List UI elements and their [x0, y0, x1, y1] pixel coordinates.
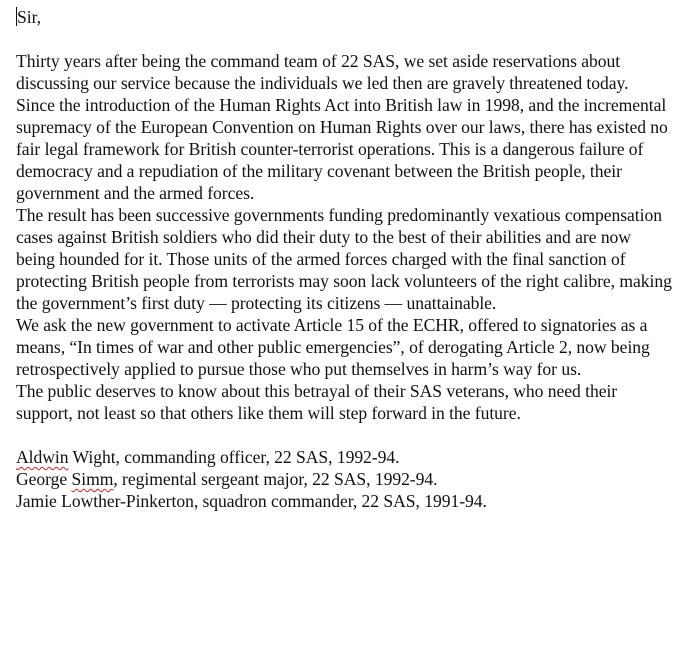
signatory-name-first: Jamie Lowther-Pinkerton — [16, 491, 194, 511]
paragraph-5: The public deserves to know about this betrayal of their SAS veterans, who need their support, not least so that others like them will step forward in the future. — [16, 381, 618, 423]
signatory-3 — [16, 490, 672, 512]
paragraph-1: Thirty years after being the command team of 22 SAS, we set aside reservations about discussing our service because the individuals we led then are gravely threatened today. — [16, 51, 629, 93]
paragraph-3: The result has been successive governments funding predominantly vexatious compensation cases against British soldiers who did their duty to the best of their abilities and are now being hounded for it. Those units of the armed forces charged with the final sanction of protecting British people from terrorists may soon lack volunteers of the right calibre, making the government’s first duty — protecting its citizens — unattainable. — [16, 205, 672, 313]
signatory-1 — [16, 446, 672, 468]
salutation: Sir, — [17, 7, 42, 27]
misspelled-word[interactable]: Simm — [71, 469, 114, 489]
blank-line — [16, 28, 672, 50]
signatory-2 — [16, 468, 672, 490]
signatory-name-first: George — [16, 469, 72, 489]
misspelled-word[interactable]: Aldwin — [16, 447, 69, 467]
letter-document[interactable] — [16, 6, 672, 512]
signatory-role: , commanding officer, 22 SAS, 1992-94. — [115, 447, 400, 467]
signatory-name-rest: Wight — [68, 447, 116, 467]
signatory-role: , regimental sergeant major, 22 SAS, 1992-94. — [113, 469, 438, 489]
paragraph-4: We ask the new government to activate Article 15 of the ECHR, offered to signatories as a means, “In times of war and other public emergencies”, of derogating Article 2, now being retrospectively applied to pursue those who put themselves in harm’s way for us. — [16, 315, 650, 379]
paragraph-2: Since the introduction of the Human Rights Act into British law in 1998, and the incremental supremacy of the European Convention on Human Rights over our laws, there has existed no fair legal framework for British counter-terrorist operations. This is a dangerous failure of democracy and a repudiation of the military covenant between the British people, their government and the armed forces. — [16, 95, 668, 203]
signatory-role: , squadron commander, 22 SAS, 1991-94. — [193, 491, 487, 511]
salutation-line — [16, 6, 672, 28]
signature-block — [16, 446, 672, 512]
